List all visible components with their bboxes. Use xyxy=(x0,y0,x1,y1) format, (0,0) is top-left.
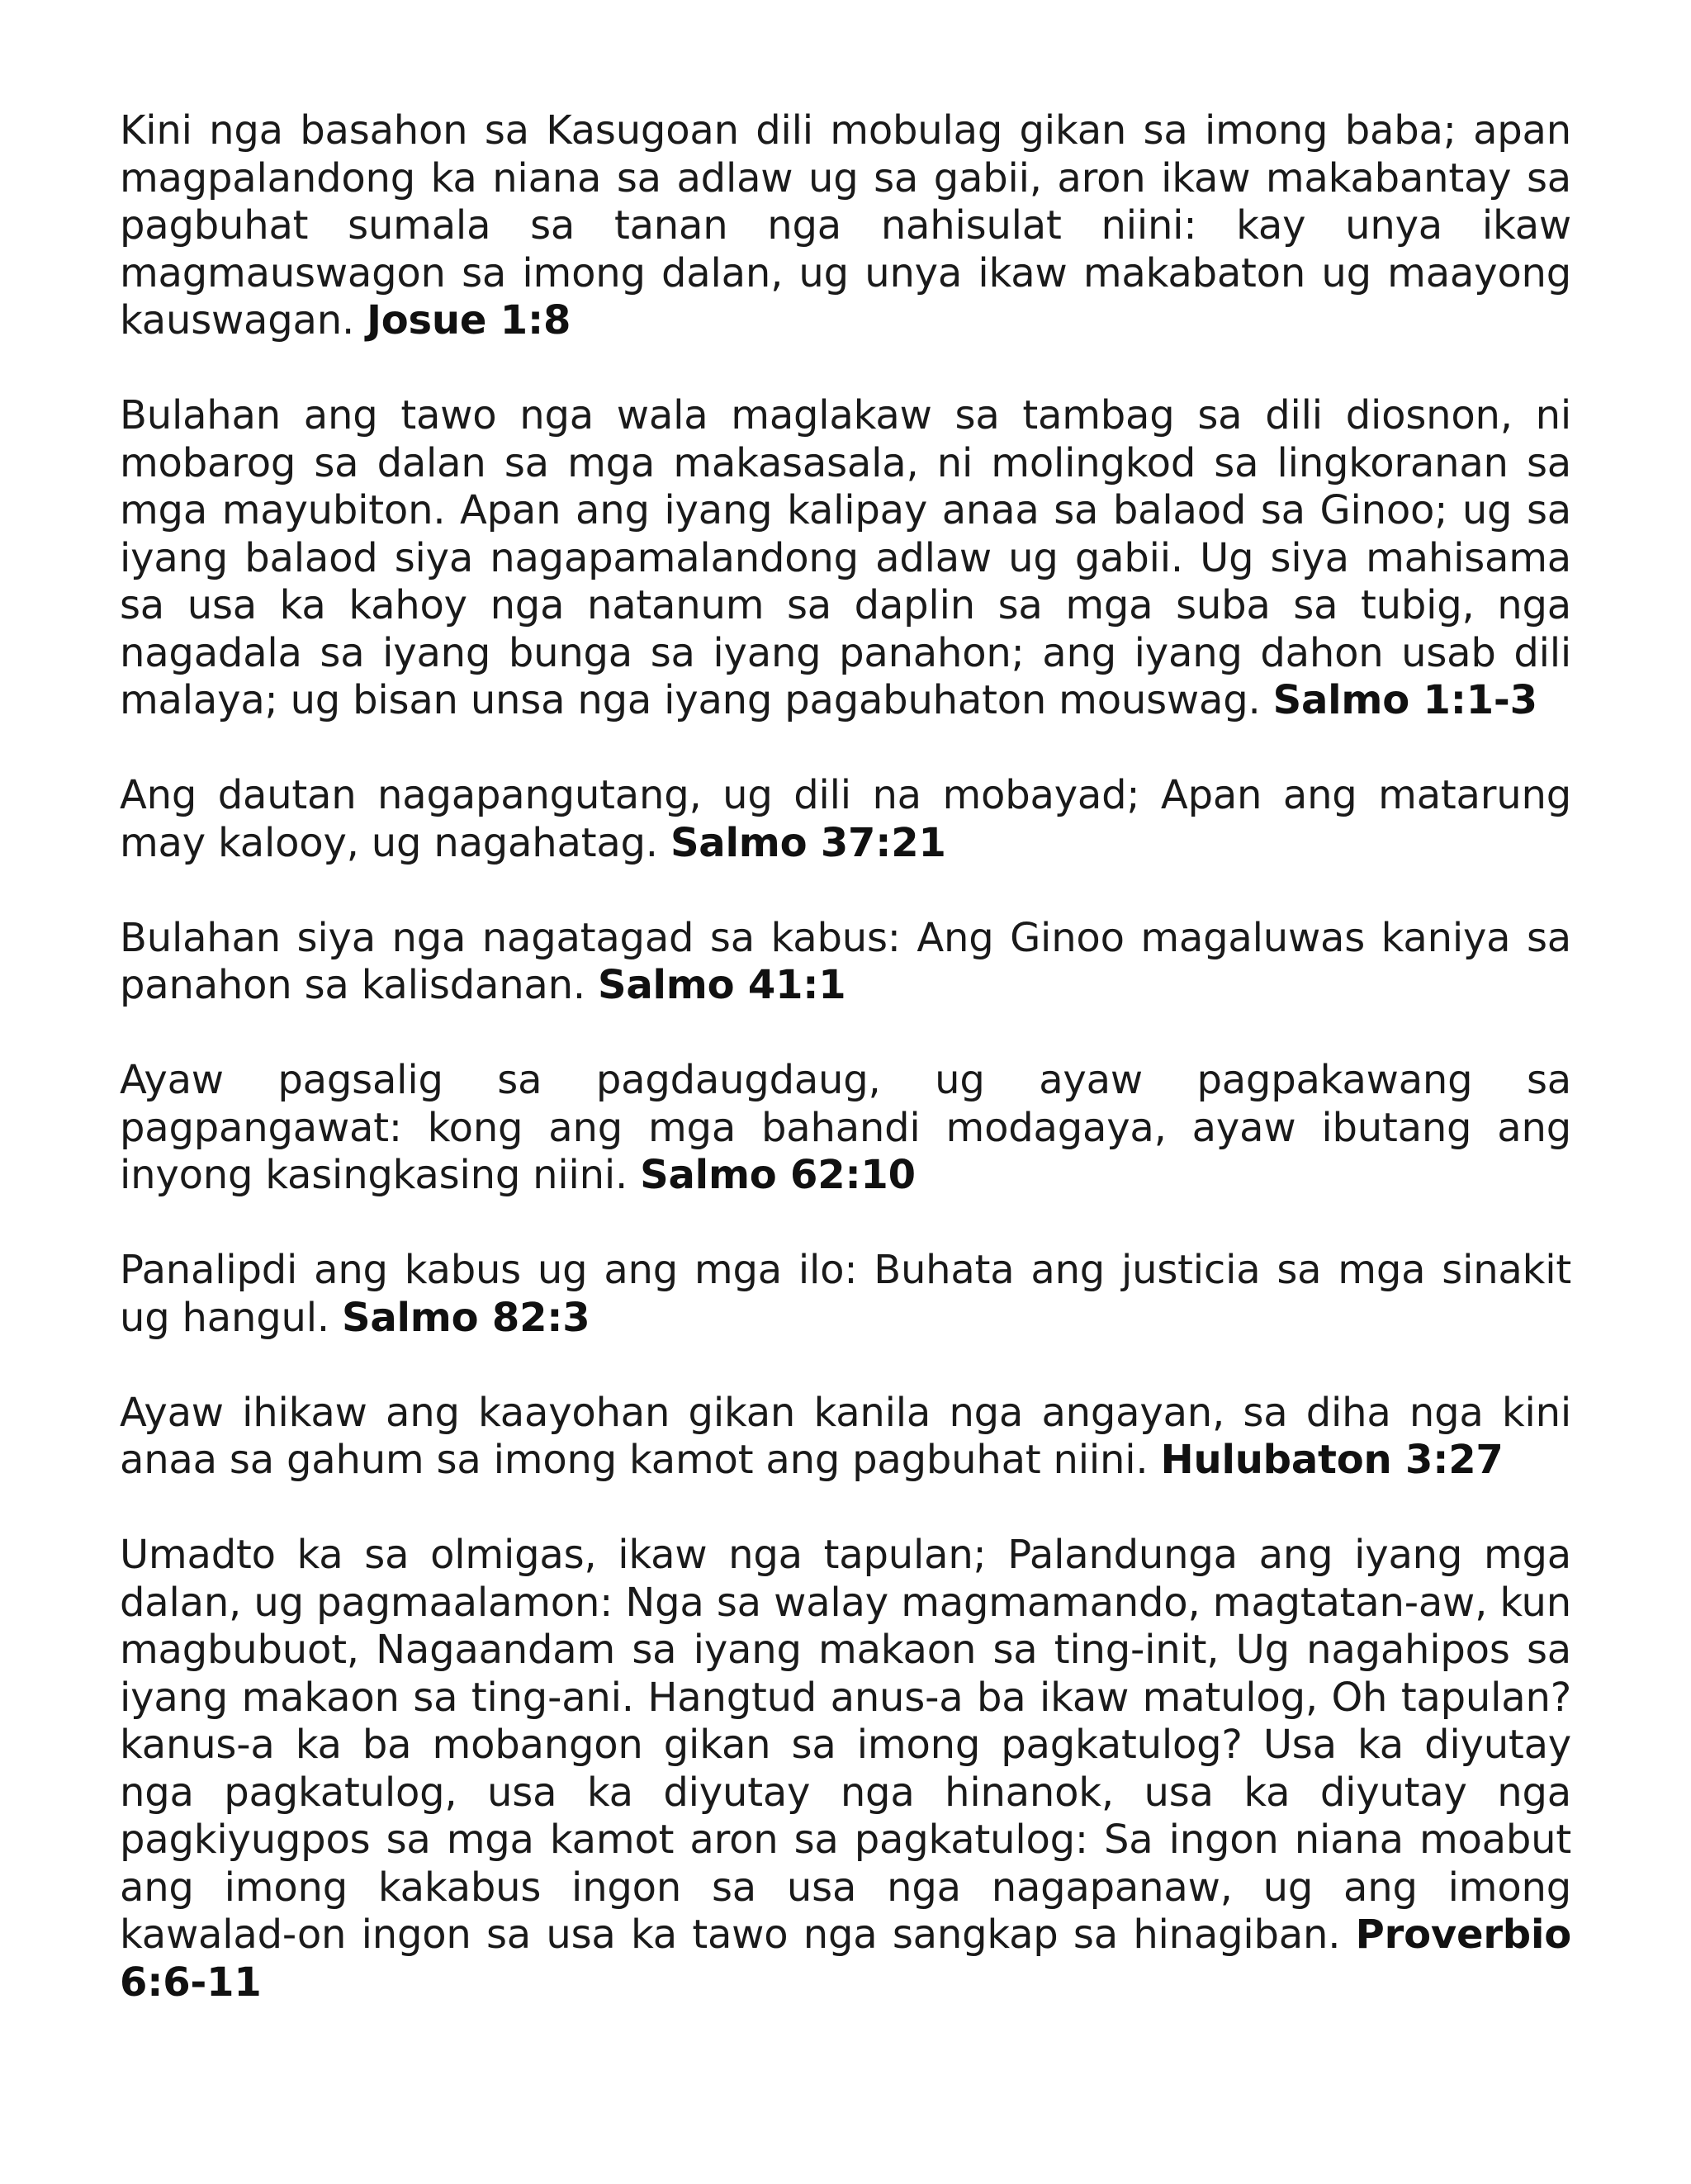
verse-text: Bulahan siya nga nagatagad sa kabus: Ang Ginoo magaluwas kaniya sa panahon sa kalisdanan. xyxy=(120,914,1571,1008)
verse-text: Panalipdi ang kabus ug ang mga ilo: Buhata ang justicia sa mga sinakit ug hangul. xyxy=(120,1247,1571,1341)
verse-reference: Salmo 62:10 xyxy=(640,1152,916,1198)
verse-paragraph xyxy=(120,1247,1571,1342)
verse-paragraph xyxy=(120,915,1571,1010)
verse-reference: Salmo 82:3 xyxy=(341,1294,590,1341)
verse-text: Ayaw ihikaw ang kaayohan gikan kanila nga angayan, sa diha nga kini anaa sa gahum sa imong kamot ang pagbuhat niini. xyxy=(120,1389,1571,1483)
verse-reference: Hulubaton 3:27 xyxy=(1160,1437,1504,1483)
verse-paragraph xyxy=(120,1057,1571,1200)
verse-text: Bulahan ang tawo nga wala maglakaw sa tambag sa dili diosnon, ni mobarog sa dalan sa mga makasasala, ni molingkod sa lingkoranan sa mga mayubiton. Apan ang iyang kalipay anaa sa balaod sa Ginoo; ug sa iyang balaod siya nagapamalandong adlaw ug gabii. Ug siya mahisama sa usa ka kahoy nga natanum sa daplin sa mga suba sa tubig, nga nagadala sa iyang bunga sa iyang panahon; ang iyang dahon usab dili malaya; ug bisan unsa nga iyang pagabuhaton mouswag. xyxy=(120,392,1571,723)
verse-reference: Salmo 41:1 xyxy=(597,962,846,1008)
verse-paragraph xyxy=(120,772,1571,867)
verse-text: Ayaw pagsalig sa pagdaugdaug, ug ayaw pagpakawang sa pagpangawat: kong ang mga bahandi modagaya, ayaw ibutang ang inyong kasingkasing niini. xyxy=(120,1057,1571,1198)
verse-paragraph xyxy=(120,107,1571,345)
verse-paragraph xyxy=(120,1532,1571,2006)
verse-reference: Proverbio 6:6-11 xyxy=(120,1912,1571,2006)
document-page xyxy=(120,107,1571,2006)
verse-paragraph xyxy=(120,392,1571,725)
verse-text: Kini nga basahon sa Kasugoan dili mobulag gikan sa imong baba; apan magpalandong ka niana sa adlaw ug sa gabii, aron ikaw makabantay sa pagbuhat sumala sa tanan nga nahisulat niini: kay unya ikaw magmauswagon sa imong dalan, ug unya ikaw makabaton ug maayong kauswagan. xyxy=(120,107,1571,343)
verse-reference: Josue 1:8 xyxy=(367,297,571,343)
verse-text: Umadto ka sa olmigas, ikaw nga tapulan; Palandunga ang iyang mga dalan, ug pagmaalamon: Nga sa walay magmamando, magtatan-aw, kun magbubuot, Nagaandam sa iyang makaon sa ting-init, Ug nagahipos sa iyang makaon sa ting-ani. Hangtud anus-a ba ikaw matulog, Oh tapulan? kanus-a ka ba mobangon gikan sa imong pagkatulog? Usa ka diyutay nga pagkatulog, usa ka diyutay nga hinanok, usa ka diyutay nga pagkiyugpos sa mga kamot aron sa pagkatulog: Sa ingon niana moabut ang imong kakabus ingon sa usa nga nagapanaw, ug ang imong kawalad-on ingon sa usa ka tawo nga sangkap sa hinagiban. xyxy=(120,1532,1571,1958)
verse-paragraph xyxy=(120,1390,1571,1485)
verse-text: Ang dautan nagapangutang, ug dili na mobayad; Apan ang matarung may kalooy, ug nagahatag. xyxy=(120,772,1571,866)
verse-reference: Salmo 1:1-3 xyxy=(1272,677,1537,723)
verse-reference: Salmo 37:21 xyxy=(670,819,946,866)
